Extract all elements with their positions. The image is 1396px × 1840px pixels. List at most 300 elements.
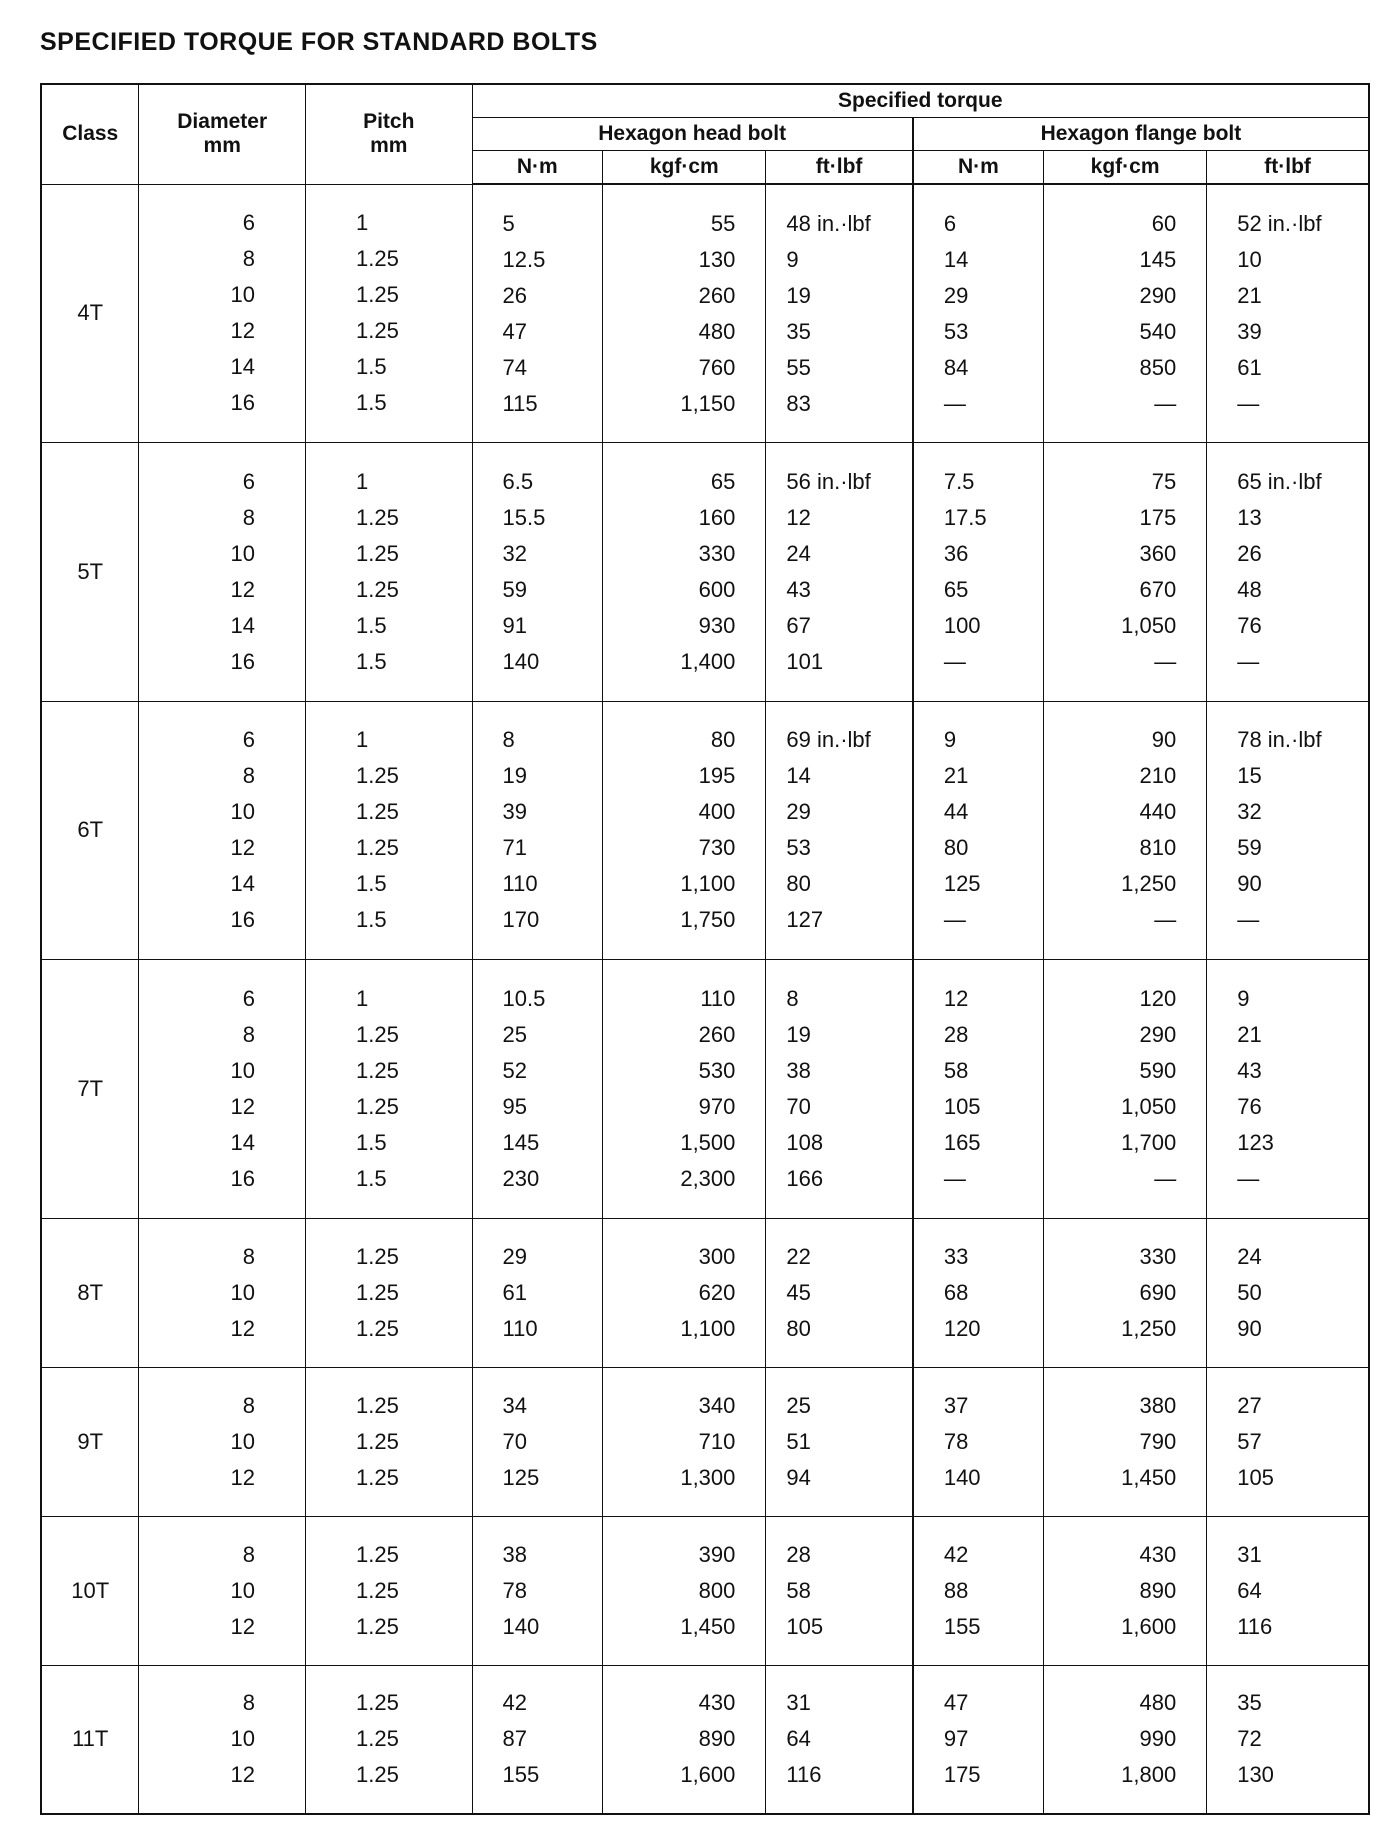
head-ftlbf-cell	[766, 1665, 913, 1814]
value-text: 300	[698, 1243, 736, 1269]
value-text: 1	[355, 727, 369, 753]
value-text: 35	[1237, 1690, 1262, 1716]
value-text: 12	[230, 1315, 255, 1341]
value-text: 14	[230, 1130, 255, 1156]
table-row	[41, 1665, 1369, 1814]
value-text: 165	[943, 1130, 981, 1156]
value-text: 31	[786, 1690, 811, 1716]
value-text: 8	[242, 1022, 255, 1048]
value-text: 61	[1237, 354, 1262, 380]
value-text: 37	[943, 1392, 969, 1418]
value-text: 12	[943, 986, 969, 1012]
value-text: 810	[1139, 835, 1177, 861]
value-text: 160	[698, 504, 736, 530]
value-text: 25	[502, 1022, 527, 1048]
flange-nm-cell	[913, 184, 1044, 443]
value-text: 26	[502, 282, 527, 308]
value-text: 47	[943, 1690, 969, 1716]
value-text: 35	[786, 318, 811, 344]
value-text: 290	[1139, 1022, 1177, 1048]
value-text: 42	[943, 1541, 969, 1567]
flange-ftlbf-cell	[1207, 701, 1369, 960]
value-text: 260	[698, 282, 736, 308]
value-text: 47	[502, 318, 527, 344]
value-text: 13	[1237, 504, 1262, 530]
value-text: 78 in.·lbf	[1237, 727, 1322, 753]
head-nm-cell	[472, 184, 603, 443]
value-text: 65 in.·lbf	[1237, 468, 1322, 494]
value-text: 1.25	[355, 1726, 399, 1752]
head-nm-cell	[472, 960, 603, 1219]
value-text: 8	[242, 246, 255, 272]
value-text: 16	[230, 648, 255, 674]
value-text: 52	[502, 1058, 527, 1084]
value-text: 12.5	[502, 246, 546, 272]
value-text: 10	[230, 1058, 255, 1084]
value-text: 16	[230, 907, 255, 933]
value-text: 1.25	[355, 1762, 399, 1788]
value-text: 140	[502, 648, 540, 674]
flange-ftlbf-cell	[1207, 1367, 1369, 1516]
value-text: 195	[698, 763, 736, 789]
value-text: —	[1154, 907, 1177, 933]
value-text: 55	[710, 210, 736, 236]
value-text: 790	[1139, 1428, 1177, 1454]
value-text: 5	[502, 210, 515, 236]
head-kgfcm-cell	[603, 1218, 766, 1367]
head-ftlbf-cell	[766, 960, 913, 1219]
diameter-cell	[139, 960, 306, 1219]
value-text: 12	[230, 835, 255, 861]
head-kgfcm-cell	[603, 701, 766, 960]
flange-kgfcm-cell	[1043, 443, 1206, 702]
value-text: 94	[786, 1464, 811, 1490]
value-text: 12	[230, 318, 255, 344]
value-text: 60	[1151, 210, 1177, 236]
value-text: 430	[1139, 1541, 1177, 1567]
value-text: —	[943, 648, 966, 674]
value-text: 6	[242, 727, 255, 753]
header-hexagon-flange-bolt: Hexagon flange bolt	[913, 118, 1369, 151]
value-text: 16	[230, 390, 255, 416]
value-text: 210	[1139, 763, 1177, 789]
value-text: 15	[1237, 763, 1262, 789]
value-text: 90	[1237, 1315, 1262, 1341]
value-text: 25	[786, 1392, 811, 1418]
value-text: 850	[1139, 354, 1177, 380]
header-head-ftlbf: ft·lbf	[766, 151, 913, 185]
value-text: 120	[943, 1315, 981, 1341]
value-text: 1.25	[355, 1577, 399, 1603]
header-flange-ftlbf: ft·lbf	[1207, 151, 1369, 185]
value-text: 1,100	[680, 1315, 736, 1341]
value-text: 67	[786, 612, 811, 638]
value-text: 39	[1237, 318, 1262, 344]
flange-kgfcm-cell	[1043, 1218, 1206, 1367]
diameter-cell	[139, 1218, 306, 1367]
class-cell: 10T	[41, 1516, 139, 1665]
value-text: 1.25	[355, 1690, 399, 1716]
value-text: 53	[786, 835, 811, 861]
value-text: 166	[786, 1166, 824, 1192]
header-pitch-unit: mm	[370, 134, 408, 158]
head-kgfcm-cell	[603, 184, 766, 443]
class-cell: 8T	[41, 1218, 139, 1367]
value-text: 155	[943, 1613, 981, 1639]
value-text: 6	[242, 468, 255, 494]
value-text: 80	[943, 835, 969, 861]
value-text: 26	[1237, 540, 1262, 566]
value-text: 1,600	[680, 1762, 736, 1788]
value-text: 33	[943, 1243, 969, 1269]
value-text: 155	[502, 1762, 540, 1788]
value-text: 1.5	[355, 1166, 387, 1192]
flange-nm-cell	[913, 1218, 1044, 1367]
value-text: 125	[943, 871, 981, 897]
flange-kgfcm-cell	[1043, 1516, 1206, 1665]
table-row	[41, 960, 1369, 1219]
value-text: —	[1154, 390, 1177, 416]
value-text: 110	[700, 986, 736, 1012]
value-text: 6	[242, 210, 255, 236]
value-text: 38	[786, 1058, 811, 1084]
value-text: 105	[943, 1094, 981, 1120]
value-text: 123	[1237, 1130, 1274, 1156]
value-text: 14	[943, 246, 969, 272]
flange-ftlbf-cell	[1207, 1665, 1369, 1814]
value-text: 72	[1237, 1726, 1262, 1752]
value-text: 51	[786, 1428, 811, 1454]
class-cell: 11T	[41, 1665, 139, 1814]
value-text: 10	[230, 282, 255, 308]
value-text: 8	[502, 727, 515, 753]
value-text: 1,300	[680, 1464, 736, 1490]
value-text: 12	[230, 576, 255, 602]
class-cell: 5T	[41, 443, 139, 702]
value-text: —	[1237, 907, 1260, 933]
head-ftlbf-cell	[766, 1367, 913, 1516]
flange-ftlbf-cell	[1207, 1516, 1369, 1665]
value-text: 600	[698, 576, 736, 602]
value-text: 56 in.·lbf	[786, 468, 871, 494]
flange-ftlbf-cell	[1207, 443, 1369, 702]
value-text: 110	[502, 1315, 538, 1341]
value-text: 12	[230, 1094, 255, 1120]
value-text: 1,700	[1121, 1130, 1177, 1156]
header-diameter-unit: mm	[203, 134, 241, 158]
value-text: 83	[786, 390, 811, 416]
value-text: 1.25	[355, 1315, 399, 1341]
header-pitch-label: Pitch	[363, 110, 415, 134]
value-text: 19	[502, 763, 527, 789]
value-text: 101	[786, 648, 824, 674]
value-text: 1,800	[1121, 1762, 1177, 1788]
value-text: 440	[1139, 799, 1177, 825]
value-text: 28	[943, 1022, 969, 1048]
value-text: —	[943, 390, 966, 416]
value-text: 1.25	[355, 282, 399, 308]
value-text: 57	[1237, 1428, 1262, 1454]
value-text: 58	[943, 1058, 969, 1084]
value-text: 24	[786, 540, 811, 566]
value-text: 21	[943, 763, 969, 789]
value-text: 105	[1237, 1464, 1274, 1490]
value-text: 140	[502, 1613, 540, 1639]
diameter-cell	[139, 1665, 306, 1814]
value-text: 68	[943, 1279, 969, 1305]
value-text: 50	[1237, 1279, 1262, 1305]
value-text: 48 in.·lbf	[786, 210, 871, 236]
pitch-cell	[305, 1218, 472, 1367]
value-text: 58	[786, 1577, 811, 1603]
value-text: 1.25	[355, 1094, 399, 1120]
value-text: 1.25	[355, 1392, 399, 1418]
torque-table	[40, 83, 1370, 1815]
value-text: 990	[1139, 1726, 1177, 1752]
value-text: 8	[786, 986, 799, 1012]
value-text: 1.5	[355, 612, 387, 638]
value-text: 1,750	[680, 907, 736, 933]
value-text: 130	[698, 246, 736, 272]
value-text: 84	[943, 354, 969, 380]
flange-kgfcm-cell	[1043, 1367, 1206, 1516]
value-text: 8	[242, 504, 255, 530]
value-text: 1,150	[680, 390, 736, 416]
header-hexagon-head-bolt: Hexagon head bolt	[472, 118, 913, 151]
flange-kgfcm-cell	[1043, 701, 1206, 960]
value-text: 1.25	[355, 246, 399, 272]
value-text: 540	[1139, 318, 1177, 344]
pitch-cell	[305, 1665, 472, 1814]
value-text: 9	[1237, 986, 1250, 1012]
value-text: 34	[502, 1392, 527, 1418]
head-nm-cell	[472, 1516, 603, 1665]
header-class: Class	[41, 84, 139, 184]
value-text: 8	[242, 1541, 255, 1567]
value-text: 21	[1237, 1022, 1262, 1048]
value-text: 1.25	[355, 1464, 399, 1490]
value-text: 1.25	[355, 1243, 399, 1269]
value-text: 90	[1237, 871, 1262, 897]
header-specified-torque: Specified torque	[472, 84, 1369, 118]
value-text: 12	[230, 1464, 255, 1490]
value-text: 10	[230, 1726, 255, 1752]
value-text: 620	[698, 1279, 736, 1305]
value-text: 76	[1237, 612, 1262, 638]
head-ftlbf-cell	[766, 184, 913, 443]
head-ftlbf-cell	[766, 1516, 913, 1665]
flange-kgfcm-cell	[1043, 1665, 1206, 1814]
value-text: 29	[786, 799, 811, 825]
value-text: 1.25	[355, 763, 399, 789]
head-nm-cell	[472, 443, 603, 702]
value-text: 1.25	[355, 835, 399, 861]
flange-kgfcm-cell	[1043, 184, 1206, 443]
value-text: 59	[502, 576, 527, 602]
value-text: 430	[698, 1690, 736, 1716]
value-text: 32	[502, 540, 527, 566]
value-text: 125	[502, 1464, 540, 1490]
value-text: 1.25	[355, 540, 399, 566]
value-text: 290	[1139, 282, 1177, 308]
value-text: 1,500	[680, 1130, 736, 1156]
head-kgfcm-cell	[603, 1516, 766, 1665]
value-text: 230	[502, 1166, 540, 1192]
value-text: 31	[1237, 1541, 1262, 1567]
table-row	[41, 1218, 1369, 1367]
header-head-nm: N·m	[472, 151, 603, 185]
value-text: 108	[786, 1130, 824, 1156]
value-text: 2,300	[680, 1166, 736, 1192]
value-text: 1.25	[355, 799, 399, 825]
value-text: 360	[1139, 540, 1177, 566]
value-text: 10	[230, 1577, 255, 1603]
value-text: 1.5	[355, 1130, 387, 1156]
value-text: 8	[242, 1392, 255, 1418]
value-text: 890	[1139, 1577, 1177, 1603]
value-text: 1	[355, 468, 369, 494]
value-text: 14	[230, 612, 255, 638]
head-kgfcm-cell	[603, 443, 766, 702]
value-text: —	[1237, 390, 1260, 416]
value-text: 1	[355, 986, 369, 1012]
value-text: 116	[1237, 1613, 1273, 1639]
value-text: 1,400	[680, 648, 736, 674]
value-text: 1.5	[355, 907, 387, 933]
value-text: 59	[1237, 835, 1262, 861]
value-text: 170	[502, 907, 540, 933]
value-text: 16	[230, 1166, 255, 1192]
value-text: 1,050	[1121, 1094, 1177, 1120]
flange-ftlbf-cell	[1207, 184, 1369, 443]
value-text: 10	[230, 1428, 255, 1454]
value-text: 10.5	[502, 986, 546, 1012]
value-text: 1.5	[355, 871, 387, 897]
value-text: 15.5	[502, 504, 546, 530]
value-text: 120	[1139, 986, 1177, 1012]
value-text: 800	[698, 1577, 736, 1603]
value-text: 70	[786, 1094, 811, 1120]
value-text: 42	[502, 1690, 527, 1716]
value-text: 1,450	[680, 1613, 736, 1639]
pitch-cell	[305, 1367, 472, 1516]
value-text: 14	[230, 871, 255, 897]
value-text: 53	[943, 318, 969, 344]
head-kgfcm-cell	[603, 1665, 766, 1814]
value-text: 22	[786, 1243, 811, 1269]
value-text: 65	[710, 468, 736, 494]
table-row	[41, 1367, 1369, 1516]
value-text: 480	[1139, 1690, 1177, 1716]
value-text: 64	[1237, 1577, 1262, 1603]
value-text: 10	[230, 540, 255, 566]
value-text: 1,250	[1121, 871, 1177, 897]
value-text: 39	[502, 799, 527, 825]
value-text: 890	[698, 1726, 736, 1752]
page-title: SPECIFIED TORQUE FOR STANDARD BOLTS	[40, 28, 598, 56]
value-text: 71	[502, 835, 527, 861]
table-body	[41, 184, 1369, 1814]
value-text: 80	[710, 727, 736, 753]
head-nm-cell	[472, 1218, 603, 1367]
value-text: 19	[786, 282, 811, 308]
value-text: 100	[943, 612, 981, 638]
value-text: 65	[943, 576, 969, 602]
value-text: 175	[943, 1762, 981, 1788]
head-kgfcm-cell	[603, 960, 766, 1219]
value-text: 27	[1237, 1392, 1262, 1418]
flange-nm-cell	[913, 1516, 1044, 1665]
value-text: 1.25	[355, 1613, 399, 1639]
header-diameter-label: Diameter	[177, 110, 268, 134]
header-diameter	[139, 84, 306, 184]
flange-nm-cell	[913, 1665, 1044, 1814]
value-text: 127	[786, 907, 824, 933]
value-text: 1.25	[355, 576, 399, 602]
value-text: 970	[698, 1094, 736, 1120]
table-row	[41, 701, 1369, 960]
value-text: 74	[502, 354, 527, 380]
pitch-cell	[305, 701, 472, 960]
value-text: 1,100	[680, 871, 736, 897]
value-text: 6	[242, 986, 255, 1012]
value-text: 1	[355, 210, 369, 236]
value-text: 105	[786, 1613, 824, 1639]
value-text: 330	[1139, 1243, 1177, 1269]
diameter-cell	[139, 443, 306, 702]
value-text: 590	[1139, 1058, 1177, 1084]
value-text: 80	[786, 1315, 811, 1341]
value-text: 8	[242, 763, 255, 789]
value-text: 44	[943, 799, 969, 825]
value-text: 43	[786, 576, 811, 602]
value-text: 12	[230, 1613, 255, 1639]
value-text: 710	[698, 1428, 736, 1454]
pitch-cell	[305, 960, 472, 1219]
value-text: —	[1154, 648, 1177, 674]
value-text: 340	[698, 1392, 736, 1418]
value-text: 76	[1237, 1094, 1262, 1120]
value-text: —	[943, 907, 966, 933]
value-text: 1,600	[1121, 1613, 1177, 1639]
value-text: 1.25	[355, 1058, 399, 1084]
value-text: 6	[943, 210, 957, 236]
value-text: 10	[230, 799, 255, 825]
head-kgfcm-cell	[603, 1367, 766, 1516]
value-text: 48	[1237, 576, 1262, 602]
class-cell: 9T	[41, 1367, 139, 1516]
value-text: 9	[943, 727, 957, 753]
value-text: 32	[1237, 799, 1262, 825]
value-text: 24	[1237, 1243, 1262, 1269]
value-text: 12	[786, 504, 811, 530]
value-text: 88	[943, 1577, 969, 1603]
value-text: 95	[502, 1094, 527, 1120]
value-text: —	[1237, 648, 1260, 674]
value-text: 1.25	[355, 1428, 399, 1454]
value-text: 29	[502, 1243, 527, 1269]
flange-nm-cell	[913, 1367, 1044, 1516]
value-text: 480	[698, 318, 736, 344]
value-text: 330	[698, 540, 736, 566]
class-cell: 4T	[41, 184, 139, 443]
value-text: 14	[786, 763, 811, 789]
value-text: 29	[943, 282, 969, 308]
table-row	[41, 443, 1369, 702]
value-text: 78	[502, 1577, 527, 1603]
value-text: 21	[1237, 282, 1262, 308]
value-text: 1.25	[355, 1279, 399, 1305]
